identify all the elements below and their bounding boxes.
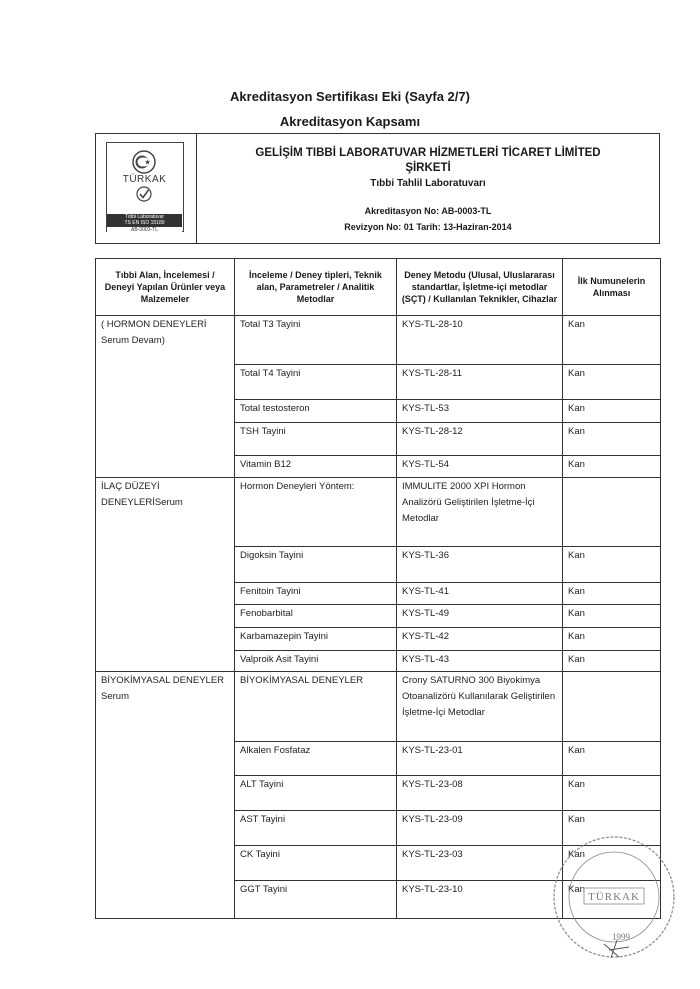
sample-cell: Kan xyxy=(563,423,661,456)
method-cell: KYS-TL-49 xyxy=(397,605,563,628)
method-cell: KYS-TL-28-10 xyxy=(397,316,563,365)
seal-year: 1999 xyxy=(612,932,630,942)
logo-line-1: Tıbbi Laboratuvar xyxy=(107,214,182,220)
sample-cell: Kan xyxy=(563,547,661,583)
sample-cell: Kan xyxy=(563,742,661,776)
method-cell: KYS-TL-23-08 xyxy=(397,776,563,811)
method-cell: KYS-TL-53 xyxy=(397,400,563,423)
method-cell: IMMULITE 2000 XPI Hormon Analizörü Geliştirilen İşletme-İçi Metodlar xyxy=(397,478,563,547)
logo-brand: TÜRKAK xyxy=(122,174,167,185)
accreditation-scope-table xyxy=(95,258,661,919)
sample-cell: Kan xyxy=(563,316,661,365)
method-cell: KYS-TL-42 xyxy=(397,628,563,651)
test-cell: TSH Tayini xyxy=(235,423,397,456)
test-cell: Hormon Deneyleri Yöntem: xyxy=(235,478,397,547)
test-cell: Alkalen Fosfataz xyxy=(235,742,397,776)
method-cell: KYS-TL-23-10 xyxy=(397,881,563,919)
revision-info: Revizyon No: 01 Tarih: 13-Haziran-2014 xyxy=(344,222,512,232)
method-cell: KYS-TL-23-09 xyxy=(397,811,563,846)
accreditation-number: Akreditasyon No: AB-0003-TL xyxy=(364,206,492,216)
organization-name xyxy=(197,146,659,176)
test-cell: Valproik Asit Tayini xyxy=(235,651,397,672)
sample-cell: Kan xyxy=(563,811,661,846)
category-cell: ( HORMON DENEYLERİ Serum Devam) xyxy=(96,316,235,478)
signature-scribble-icon xyxy=(604,940,629,958)
turkak-seal-stamp xyxy=(549,832,679,962)
certificate-header xyxy=(95,133,660,244)
seal-text: TÜRKAK xyxy=(588,891,640,903)
method-cell: Crony SATURNO 300 Biyokimya Otoanalizörü Kullanılarak Geliştirilen İşletme-İçi Metodlar xyxy=(397,672,563,742)
organization-name-line-2: ŞİRKETİ xyxy=(405,162,451,174)
test-cell: AST Tayini xyxy=(235,811,397,846)
method-cell: KYS-TL-54 xyxy=(397,456,563,478)
test-cell: ALT Tayini xyxy=(235,776,397,811)
method-cell: KYS-TL-36 xyxy=(397,547,563,583)
laboratory-type: Tıbbi Tahlil Laboratuvarı xyxy=(370,178,486,189)
category-cell: İLAÇ DÜZEYİ DENEYLERİSerum xyxy=(96,478,235,672)
page-subtitle: Akreditasyon Kapsamı xyxy=(279,114,421,129)
test-cell: Total testosteron xyxy=(235,400,397,423)
sample-cell: Kan xyxy=(563,846,661,881)
table-header-row xyxy=(96,259,661,316)
page-title: Akreditasyon Sertifikası Eki (Sayfa 2/7) xyxy=(230,89,470,104)
test-cell: Karbamazepin Tayini xyxy=(235,628,397,651)
sample-cell: Kan xyxy=(563,776,661,811)
category-cell: BİYOKİMYASAL DENEYLER Serum xyxy=(96,672,235,919)
method-cell: KYS-TL-23-03 xyxy=(397,846,563,881)
sample-cell xyxy=(563,478,661,547)
test-cell: Vitamin B12 xyxy=(235,456,397,478)
sample-cell xyxy=(563,672,661,742)
method-cell: KYS-TL-23-01 xyxy=(397,742,563,776)
sample-cell: Kan xyxy=(563,881,661,919)
column-header-sampling: İlk Numunelerin Alınması xyxy=(563,259,661,316)
column-header-test-type: İnceleme / Deney tipleri, Teknik alan, Parametreler / Analitik Metodlar xyxy=(235,259,397,316)
test-cell: Fenobarbital xyxy=(235,605,397,628)
sample-cell: Kan xyxy=(563,605,661,628)
organization-name-line-1: GELİŞİM TIBBİ LABORATUVAR HİZMETLERİ TİCARET LİMİTED xyxy=(255,147,601,159)
test-cell: BİYOKİMYASAL DENEYLER xyxy=(235,672,397,742)
logo-line-2: TS EN ISO 15189 xyxy=(107,220,182,226)
sample-cell: Kan xyxy=(563,651,661,672)
logo-line-3: AB-0003-TL xyxy=(107,226,182,232)
sample-cell: Kan xyxy=(563,583,661,605)
test-cell: GGT Tayini xyxy=(235,881,397,919)
method-cell: KYS-TL-28-12 xyxy=(397,423,563,456)
test-cell: CK Tayini xyxy=(235,846,397,881)
column-header-field: Tıbbi Alan, İncelemesi / Deneyi Yapılan Ürünler veya Malzemeler xyxy=(96,259,235,316)
table-row xyxy=(96,672,661,742)
table-row xyxy=(96,478,661,547)
table-row xyxy=(96,316,661,365)
sample-cell: Kan xyxy=(563,456,661,478)
method-cell: KYS-TL-41 xyxy=(397,583,563,605)
sample-cell: Kan xyxy=(563,400,661,423)
test-cell: Digoksin Tayini xyxy=(235,547,397,583)
method-cell: KYS-TL-28-11 xyxy=(397,365,563,400)
test-cell: Fenitoin Tayini xyxy=(235,583,397,605)
logo-cell xyxy=(96,134,197,243)
column-header-method: Deney Metodu (Ulusal, Uluslararası standartlar, İşletme-içi metodlar (SÇT) / Kullanılan Teknikler, Cihazlar xyxy=(397,259,563,316)
turkak-logo xyxy=(106,142,184,232)
sample-cell: Kan xyxy=(563,628,661,651)
sample-cell: Kan xyxy=(563,365,661,400)
test-cell: Total T4 Tayini xyxy=(235,365,397,400)
test-cell: Total T3 Tayini xyxy=(235,316,397,365)
organization-info xyxy=(197,134,659,243)
method-cell: KYS-TL-43 xyxy=(397,651,563,672)
